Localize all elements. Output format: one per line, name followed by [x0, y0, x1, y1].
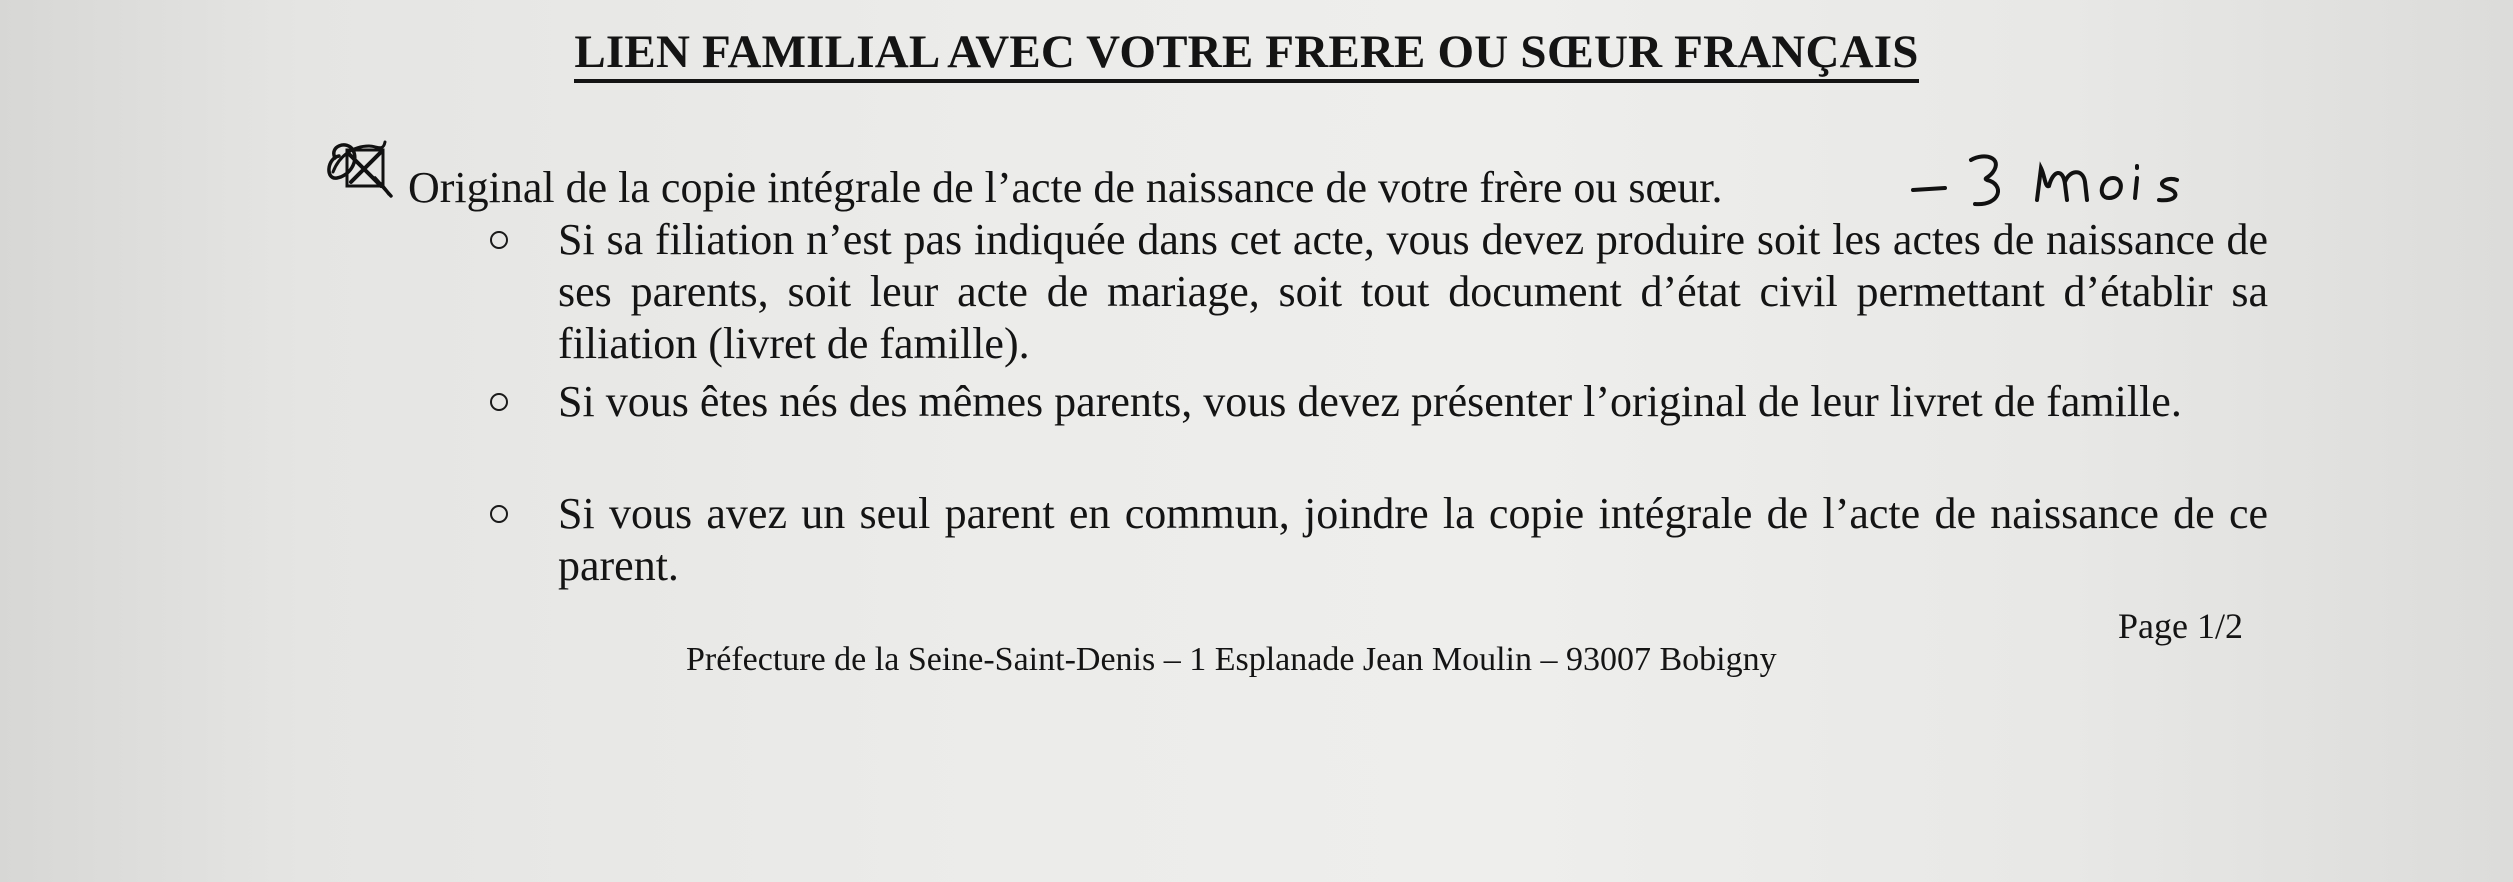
hollow-bullet-icon — [490, 231, 508, 249]
list-item-text: Si vous êtes nés des mêmes parents, vous devez présenter l’original de leur livret de famille. — [558, 377, 2182, 426]
hollow-bullet-icon — [490, 393, 508, 411]
checked-checkbox-icon — [345, 148, 385, 188]
document-title-text: LIEN FAMILIAL AVEC VOTRE FRERE OU SŒUR FRANÇAIS — [574, 26, 1918, 83]
main-requirement-text: Original de la copie intégrale de l’acte de naissance de votre frère ou sœur. — [408, 163, 1723, 212]
list-item — [558, 488, 2268, 592]
list-item-text: Si sa filiation n’est pas indiquée dans cet acte, vous devez produire soit les actes de naissance de ses parents, soit leur acte de mariage, soit tout document d’état civil permettant d’établir sa filiation (livret de famille). — [558, 215, 2268, 368]
list-item — [558, 376, 2268, 428]
list-item-text: Si vous avez un seul parent en commun, joindre la copie intégrale de l’acte de naissance de ce parent. — [558, 489, 2268, 590]
document-title — [0, 22, 2513, 82]
list-item — [558, 214, 2268, 370]
handwritten-note-drawing — [1905, 148, 2245, 218]
footer-address: Préfecture de la Seine-Saint-Denis – 1 Esplanade Jean Moulin – 93007 Bobigny — [686, 641, 1777, 678]
handwritten-check-mark-icon — [345, 148, 385, 188]
page-number: Page 1/2 — [2118, 606, 2243, 646]
hollow-bullet-icon — [490, 505, 508, 523]
handwritten-note — [1905, 148, 2245, 218]
main-requirement — [408, 162, 1723, 214]
